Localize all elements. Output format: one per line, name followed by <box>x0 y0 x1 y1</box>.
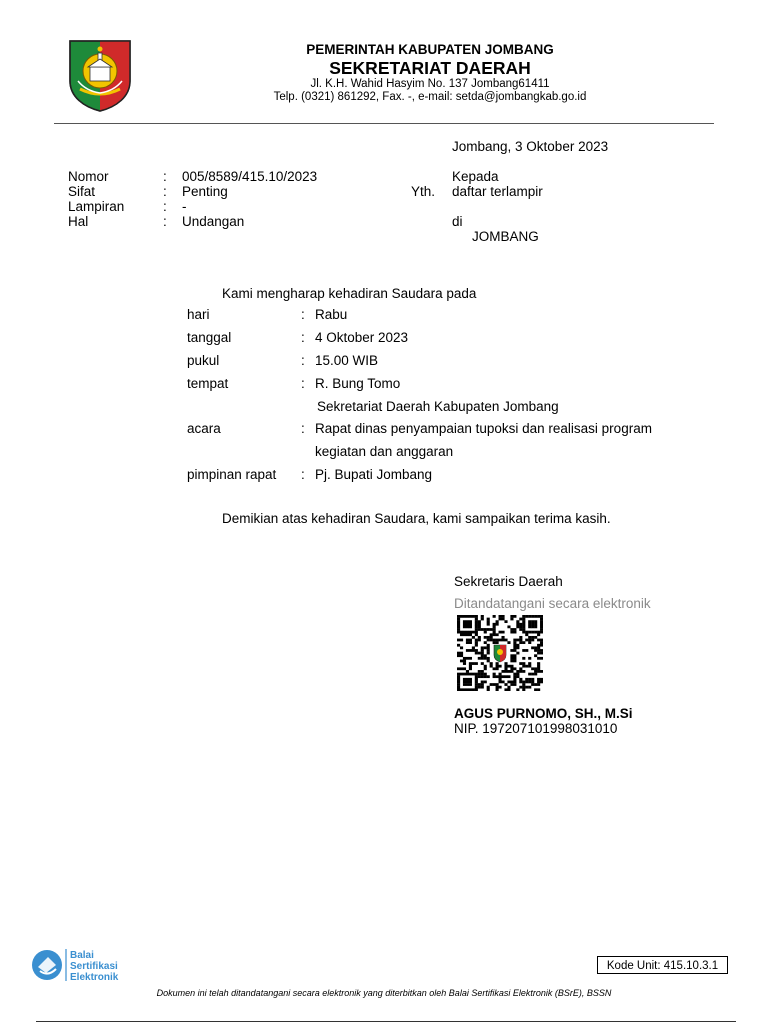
meta-value: Undangan <box>182 214 245 229</box>
detail-value: R. Bung Tomo <box>315 376 401 391</box>
detail-row-acara-lanjutan <box>0 443 768 461</box>
detail-row-tanggal <box>0 329 768 347</box>
ttd-nip: NIP. 197207101998031010 <box>454 721 618 736</box>
penerima-di: di <box>452 214 463 229</box>
detail-colon: : <box>301 421 305 436</box>
meta-value: Penting <box>182 184 228 199</box>
meta-value: 005/8589/415.10/2023 <box>182 169 318 184</box>
meta-label: Nomor <box>68 169 109 184</box>
detail-value: Pj. Bupati Jombang <box>315 467 433 482</box>
detail-label: pimpinan rapat <box>187 467 277 482</box>
meta-colon: : <box>163 184 167 199</box>
ttd-nama: AGUS PURNOMO, SH., M.Si <box>454 706 633 721</box>
footer-divider <box>36 1021 736 1022</box>
detail-colon: : <box>301 376 305 391</box>
detail-value: Sekretariat Daerah Kabupaten Jombang <box>317 399 559 414</box>
meta-row-lampiran <box>0 199 768 214</box>
kop-unit: SEKRETARIAT DAERAH <box>329 58 531 78</box>
detail-colon: : <box>301 330 305 345</box>
detail-colon: : <box>301 353 305 368</box>
kop-kontak: Telp. (0321) 861292, Fax. -, e-mail: setda@jombangkab.go.id <box>273 91 587 103</box>
detail-value: Rapat dinas penyampaian tupoksi dan realisasi program <box>315 421 652 436</box>
meta-label: Hal <box>68 214 89 229</box>
detail-row-tempat <box>0 375 768 393</box>
ttd-jabatan: Sekretaris Daerah <box>454 574 563 589</box>
meta-colon: : <box>163 199 167 214</box>
detail-row-hari <box>0 306 768 324</box>
penerima-kota: JOMBANG <box>472 229 539 244</box>
meta-colon: : <box>163 169 167 184</box>
penutup: Demikian atas kehadiran Saudara, kami sampaikan terima kasih. <box>222 511 611 526</box>
tempat-tanggal: Jombang, 3 Oktober 2023 <box>452 139 609 154</box>
kop-instansi: PEMERINTAH KABUPATEN JOMBANG <box>306 42 554 57</box>
detail-colon: : <box>301 307 305 322</box>
kabupaten-jombang-logo-icon <box>66 37 134 113</box>
penerima-kepada: Kepada <box>452 169 499 184</box>
meta-colon: : <box>163 214 167 229</box>
detail-label: acara <box>187 421 221 436</box>
detail-row-pukul <box>0 352 768 370</box>
kode-unit-box: Kode Unit: 415.10.3.1 <box>597 956 728 974</box>
kop-alamat: Jl. K.H. Wahid Hasyim No. 137 Jombang61411 <box>310 78 550 90</box>
meta-label: Sifat <box>68 184 96 199</box>
ttd-keterangan: Ditandatangani secara elektronik <box>454 596 651 611</box>
detail-row-pimpinan <box>0 466 768 484</box>
detail-colon: : <box>301 467 305 482</box>
bsre-logo-icon <box>26 945 156 985</box>
meta-value: - <box>182 199 187 214</box>
bsre-line2: Sertifikasi <box>70 961 118 972</box>
meta-label: Lampiran <box>68 199 125 214</box>
bsre-line3: Elektronik <box>70 972 119 983</box>
penerima-nama: daftar terlampir <box>452 184 543 199</box>
detail-label: tanggal <box>187 330 232 345</box>
qr-code-icon <box>457 615 543 691</box>
meta-row-sifat <box>0 184 768 199</box>
kop-divider <box>54 123 714 124</box>
detail-value: 15.00 WIB <box>315 353 379 368</box>
detail-value: Rabu <box>315 307 348 322</box>
detail-label: hari <box>187 307 210 322</box>
detail-value: 4 Oktober 2023 <box>315 330 409 345</box>
meta-row-hal <box>0 214 768 229</box>
detail-row-tempat-lanjutan <box>0 398 768 416</box>
detail-row-acara <box>0 420 768 438</box>
detail-value: kegiatan dan anggaran <box>315 444 454 459</box>
meta-row-nomor <box>0 169 768 184</box>
detail-label: pukul <box>187 353 220 368</box>
detail-label: tempat <box>187 376 229 391</box>
bsre-line1: Balai <box>70 950 94 961</box>
penerima-yth: Yth. <box>411 184 436 199</box>
pembuka: Kami mengharap kehadiran Saudara pada <box>222 286 477 301</box>
footer-note: Dokumen ini telah ditandatangani secara elektronik yang diterbitkan oleh Balai Sertifikasi Elektronik (BSrE), BSSN <box>156 988 612 998</box>
